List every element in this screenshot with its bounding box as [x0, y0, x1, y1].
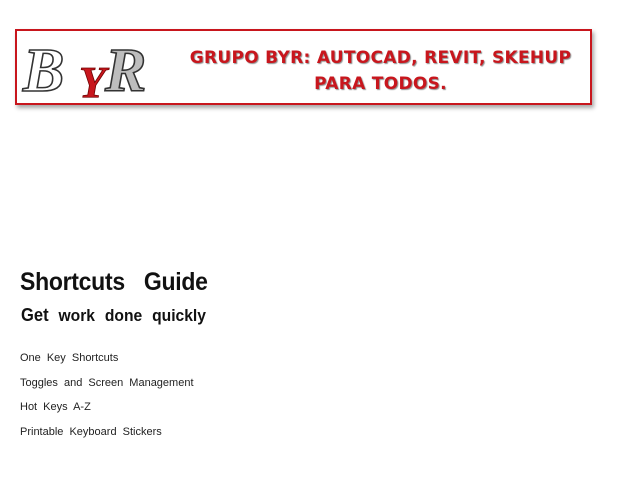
svg-text:R: R	[105, 37, 147, 101]
byr-logo-icon	[21, 35, 173, 101]
banner-title-line-2: PARA TODOS.	[314, 74, 447, 94]
contents-item-hot-keys[interactable]: Hot Keys A-Z	[20, 401, 91, 413]
banner-title-line-1: GRUPO BYR: AUTOCAD, REVIT, SKEHUP	[189, 48, 572, 68]
byr-logo	[21, 35, 173, 101]
guide-title: Shortcuts Guide	[20, 268, 208, 296]
header-banner	[15, 29, 592, 105]
guide-subtitle-get: Get	[21, 305, 49, 325]
svg-text:Y: Y	[79, 58, 106, 101]
contents-item-one-key-shortcuts[interactable]: One Key Shortcuts	[20, 352, 119, 364]
guide-subtitle	[21, 305, 206, 326]
guide-subtitle-rest: work done quickly	[58, 306, 206, 325]
svg-text:B: B	[23, 37, 65, 101]
contents-item-keyboard-stickers[interactable]: Printable Keyboard Stickers	[20, 425, 162, 438]
contents-list	[20, 351, 194, 449]
banner-title	[177, 45, 584, 97]
contents-item-toggles[interactable]: Toggles and Screen Management	[20, 376, 194, 389]
